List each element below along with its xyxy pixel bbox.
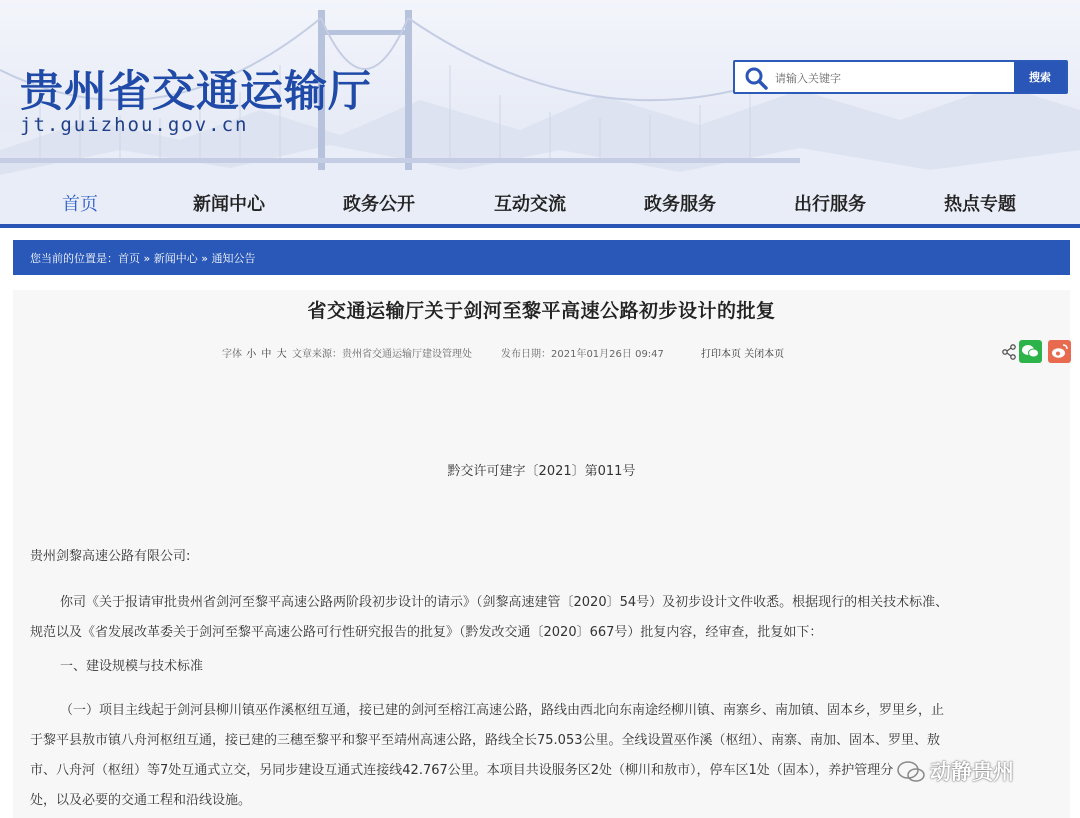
paragraph-2 [30,696,1060,816]
breadcrumb-home[interactable]: 首页 [118,252,140,265]
search-button[interactable]: 搜索 [1014,62,1066,92]
nav-item-gov-affairs[interactable]: 政务公开 [343,194,415,215]
font-size-label: 字体 [222,349,242,360]
breadcrumb-separator: » [143,252,151,265]
print-page-link[interactable]: 打印本页 [701,349,741,360]
article-title: 省交通运输厅关于剑河至黎平高速公路初步设计的批复 [307,300,776,322]
font-size-medium[interactable]: 中 [261,349,272,360]
paragraph-2-line-4: 处，以及必要的交通工程和沿线设施。 [30,793,252,808]
share-icon[interactable] [1001,344,1017,360]
breadcrumb-news[interactable]: 新闻中心 [153,252,198,265]
font-size-controls [222,345,288,360]
paragraph-2-line-2: 于黎平县敖市镇八舟河枢纽互通，接已建的三穗至黎平和黎平至靖州高速公路，路线全长75.053公里。全线设置巫作溪（枢纽）、南寨、南加、固本、罗里、敖 [30,733,940,748]
font-size-small[interactable]: 小 [246,349,257,360]
close-page-link[interactable]: 关闭本页 [744,349,785,360]
nav-item-interaction[interactable]: 互动交流 [494,194,566,215]
document-number: 黔交许可建字〔2021〕第011号 [447,464,636,479]
paragraph-2-line-1: （一）项目主线起于剑河县柳川镇巫作溪枢纽互通，接已建的剑河至榕江高速公路，路线由西北向东南途经柳川镇、南寨乡、南加镇、固本乡，罗里乡，止 [60,703,945,718]
nav-divider [0,224,1080,228]
wechat-share-icon[interactable] [1019,340,1042,363]
main-nav [0,186,1080,222]
weibo-share-icon[interactable] [1048,340,1071,363]
paragraph-1 [30,588,1060,648]
search-input[interactable] [775,66,1010,90]
search-icon [743,66,769,90]
nav-item-home[interactable]: 首页 [62,194,98,215]
nav-item-gov-services[interactable]: 政务服务 [644,194,716,215]
site-domain: jt.guizhou.gov.cn [20,114,249,136]
page-actions [701,345,784,360]
paragraph-2-line-3: 市、八舟河（枢纽）等7处互通式立交，另同步建设互通式连接线42.767公里。本项目共设服务区2处（柳川和敖市），停车区1处（固本），养护管理分 [30,763,894,778]
article-source: 文章来源：贵州省交通运输厅建设管理处 [292,349,472,360]
breadcrumb-separator: » [201,252,208,265]
section-heading-text: 一、建设规模与技术标准 [60,659,204,674]
breadcrumb-prefix: 您当前的位置是： [30,252,118,265]
paragraph-1-line-2: 规范以及《省发展改革委关于剑河至黎平高速公路可行性研究报告的批复》（黔发改交通〔2020〕667号）批复内容，经审查，批复如下： [30,625,823,640]
article-date: 发布日期：2021年01月26日 09:47 [501,349,664,360]
breadcrumb [13,240,1070,275]
watermark-text: 动静贵州 [930,760,1014,784]
nav-item-travel[interactable]: 出行服务 [794,194,866,215]
breadcrumb-notices[interactable]: 通知公告 [211,252,256,265]
wechat-watermark-icon [896,760,926,784]
addressee: 贵州剑黎高速公路有限公司: [30,549,191,564]
paragraph-1-line-1: 你司《关于报请审批贵州省剑河至黎平高速公路两阶段初步设计的请示》（剑黎高速建管〔2020〕54号）及初步设计文件收悉。根据现行的相关技术标准、 [60,595,949,610]
section-heading [30,652,203,682]
site-title[interactable]: 贵州省交通运输厅 [20,67,372,117]
font-size-large[interactable]: 大 [276,349,287,360]
nav-item-topics[interactable]: 热点专题 [944,194,1016,215]
search-box [733,60,1068,94]
article-panel [13,290,1070,818]
nav-item-news[interactable]: 新闻中心 [193,194,265,215]
